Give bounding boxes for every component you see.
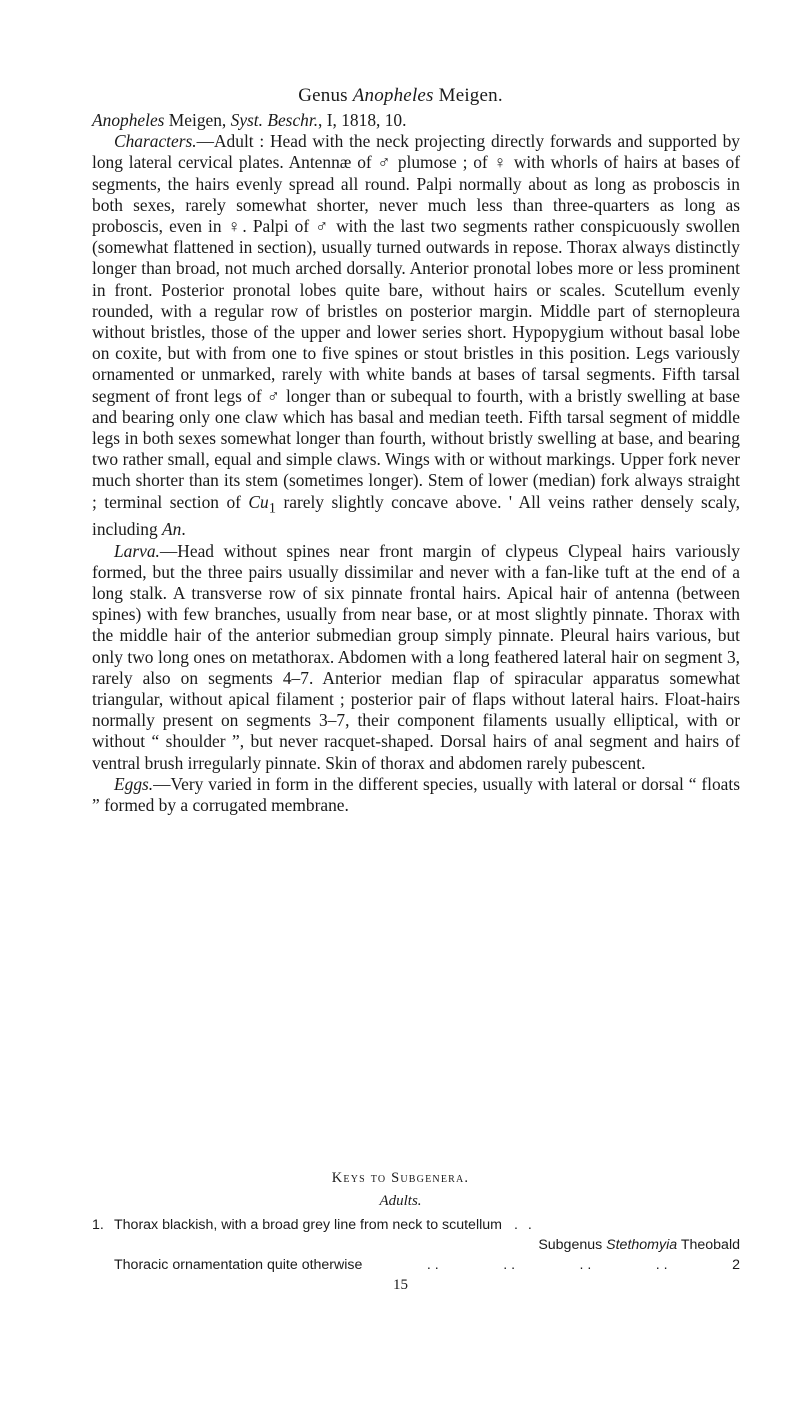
citation-work: Syst. Beschr. bbox=[230, 110, 319, 130]
cu-vein: Cu bbox=[248, 491, 269, 512]
key-leader-dots: . . bbox=[513, 1217, 535, 1233]
page-title bbox=[0, 84, 801, 108]
key-number: 1. bbox=[92, 1217, 104, 1233]
characters-text: —Adult : Head with the neck projecting directly forwards and supported by long lateral cervical plates. Antennæ of ♂ plumose ; of ♀ with whorls of hairs at bases of segments, the hairs evenly spread all round. Palpi normally about as long as proboscis in both sexes, rarely somewhat shorter, never much less than three-quarters as long as proboscis, even in ♀. Palpi of ♂ with the last two segments rather conspicuously swollen (somewhat flattened in section), usually turned outwards in repose. Thorax always distinctly longer than broad, not much arched dorsally. Anterior pronotal lobes more or less prominent in front. Posterior pronotal lobes quite bare, without hairs or scales. Scutellum evenly rounded, with a regular row of bristles on posterior margin. Middle part of sternopleura without bristles, those of the upper and lower series short. Hypopygium without basal lobe on coxite, but with from one to five spines or stout bristles in this position. Legs variously ornamented or unmarked, rarely with white bands at bases of tarsal segments. Fifth tarsal segment of front legs of ♂ longer than or subequal to fourth, with a bristly swelling at base and bearing only one claw which has basal and median teeth. Fifth tarsal segment of middle legs in both sexes somewhat longer than fourth, without bristly swelling at base, and bearing two rather small, equal and simple claws. Wings with or without markings. Upper fork never much shorter than its stem (sometimes longer). Stem of lower (median) fork always straight ; terminal section of bbox=[92, 131, 740, 512]
cu-subscript: 1 bbox=[268, 500, 276, 517]
key-text: Thorax blackish, with a broad grey line from neck to scutellum bbox=[114, 1217, 502, 1233]
eggs-paragraph bbox=[92, 774, 740, 816]
page-number: 15 bbox=[393, 1277, 408, 1293]
an-vein: An bbox=[162, 519, 182, 540]
key-result-genus: Stethomyia bbox=[606, 1237, 678, 1253]
key-alt-dots-2: . . bbox=[503, 1257, 516, 1273]
key-alt-dots-1: . . bbox=[426, 1257, 439, 1273]
characters-label: Characters. bbox=[114, 131, 197, 152]
eggs-text: —Very varied in form in the different species, usually with lateral or dorsal “ floats ” formed by a corrugated membrane. bbox=[92, 773, 740, 815]
key-result-author: Theobald bbox=[677, 1237, 740, 1253]
key-alt-text: Thoracic ornamentation quite otherwise bbox=[114, 1257, 363, 1273]
citation-author: Meigen, bbox=[164, 110, 231, 130]
title-suffix: Meigen. bbox=[433, 85, 503, 106]
key-alternative bbox=[92, 1255, 740, 1275]
larva-text: —Head without spines near front margin of clypeus Clypeal hairs variously formed, but the three pairs usually dissimilar and never with a fan-like tuft at the end of a long stalk. A transverse row of six pinnate frontal hairs. Apical hair of antenna (between spines) with few branches, usually from near base, or at most slightly pinnate. Thorax with the middle hair of the anterior submedian group simply pinnate. Pleural hairs various, but only two long ones on metathorax. Abdomen with a long feathered lateral hair on segment 3, rarely also on segments 4–7. Anterior median flap of spiracular apparatus somewhat triangular, without apical filament ; posterior pair of flaps without lateral hairs. Float-hairs normally present on segments 3–7, their component filaments usually elliptical, with or without “ shoulder ”, but never racquet-shaped. Dorsal hairs of anal segment and hairs of ventral brush irregularly pinnate. Skin of thorax and abdomen rarely pubescent. bbox=[92, 540, 740, 773]
citation-genus: Anopheles bbox=[92, 110, 165, 130]
eggs-label: Eggs. bbox=[114, 773, 154, 794]
body-text bbox=[92, 110, 740, 816]
title-prefix: Genus bbox=[298, 85, 353, 106]
title-genus: Anopheles bbox=[352, 85, 434, 106]
key-block bbox=[92, 1215, 740, 1275]
characters-text-2: rarely slightly concave above. ' All veins rather densely scaly, including bbox=[92, 491, 740, 540]
key-alt-dots-4: . . bbox=[655, 1257, 668, 1273]
citation-paragraph bbox=[92, 110, 740, 131]
keys-heading: Keys to Subgenera. bbox=[331, 1170, 470, 1186]
larva-label: Larva. bbox=[114, 540, 160, 561]
key-alt-dots-3: . . bbox=[579, 1257, 592, 1273]
key-result-prefix: Subgenus bbox=[538, 1237, 607, 1253]
characters-paragraph bbox=[92, 131, 740, 540]
keys-subheading: Adults. bbox=[379, 1193, 422, 1209]
key-result-1 bbox=[92, 1235, 740, 1255]
key-alt-result: 2 bbox=[732, 1257, 740, 1273]
larva-paragraph bbox=[92, 541, 740, 774]
key-item-1 bbox=[92, 1215, 740, 1235]
characters-end: . bbox=[181, 519, 186, 540]
citation-rest: , I, 1818, 10. bbox=[318, 110, 407, 130]
